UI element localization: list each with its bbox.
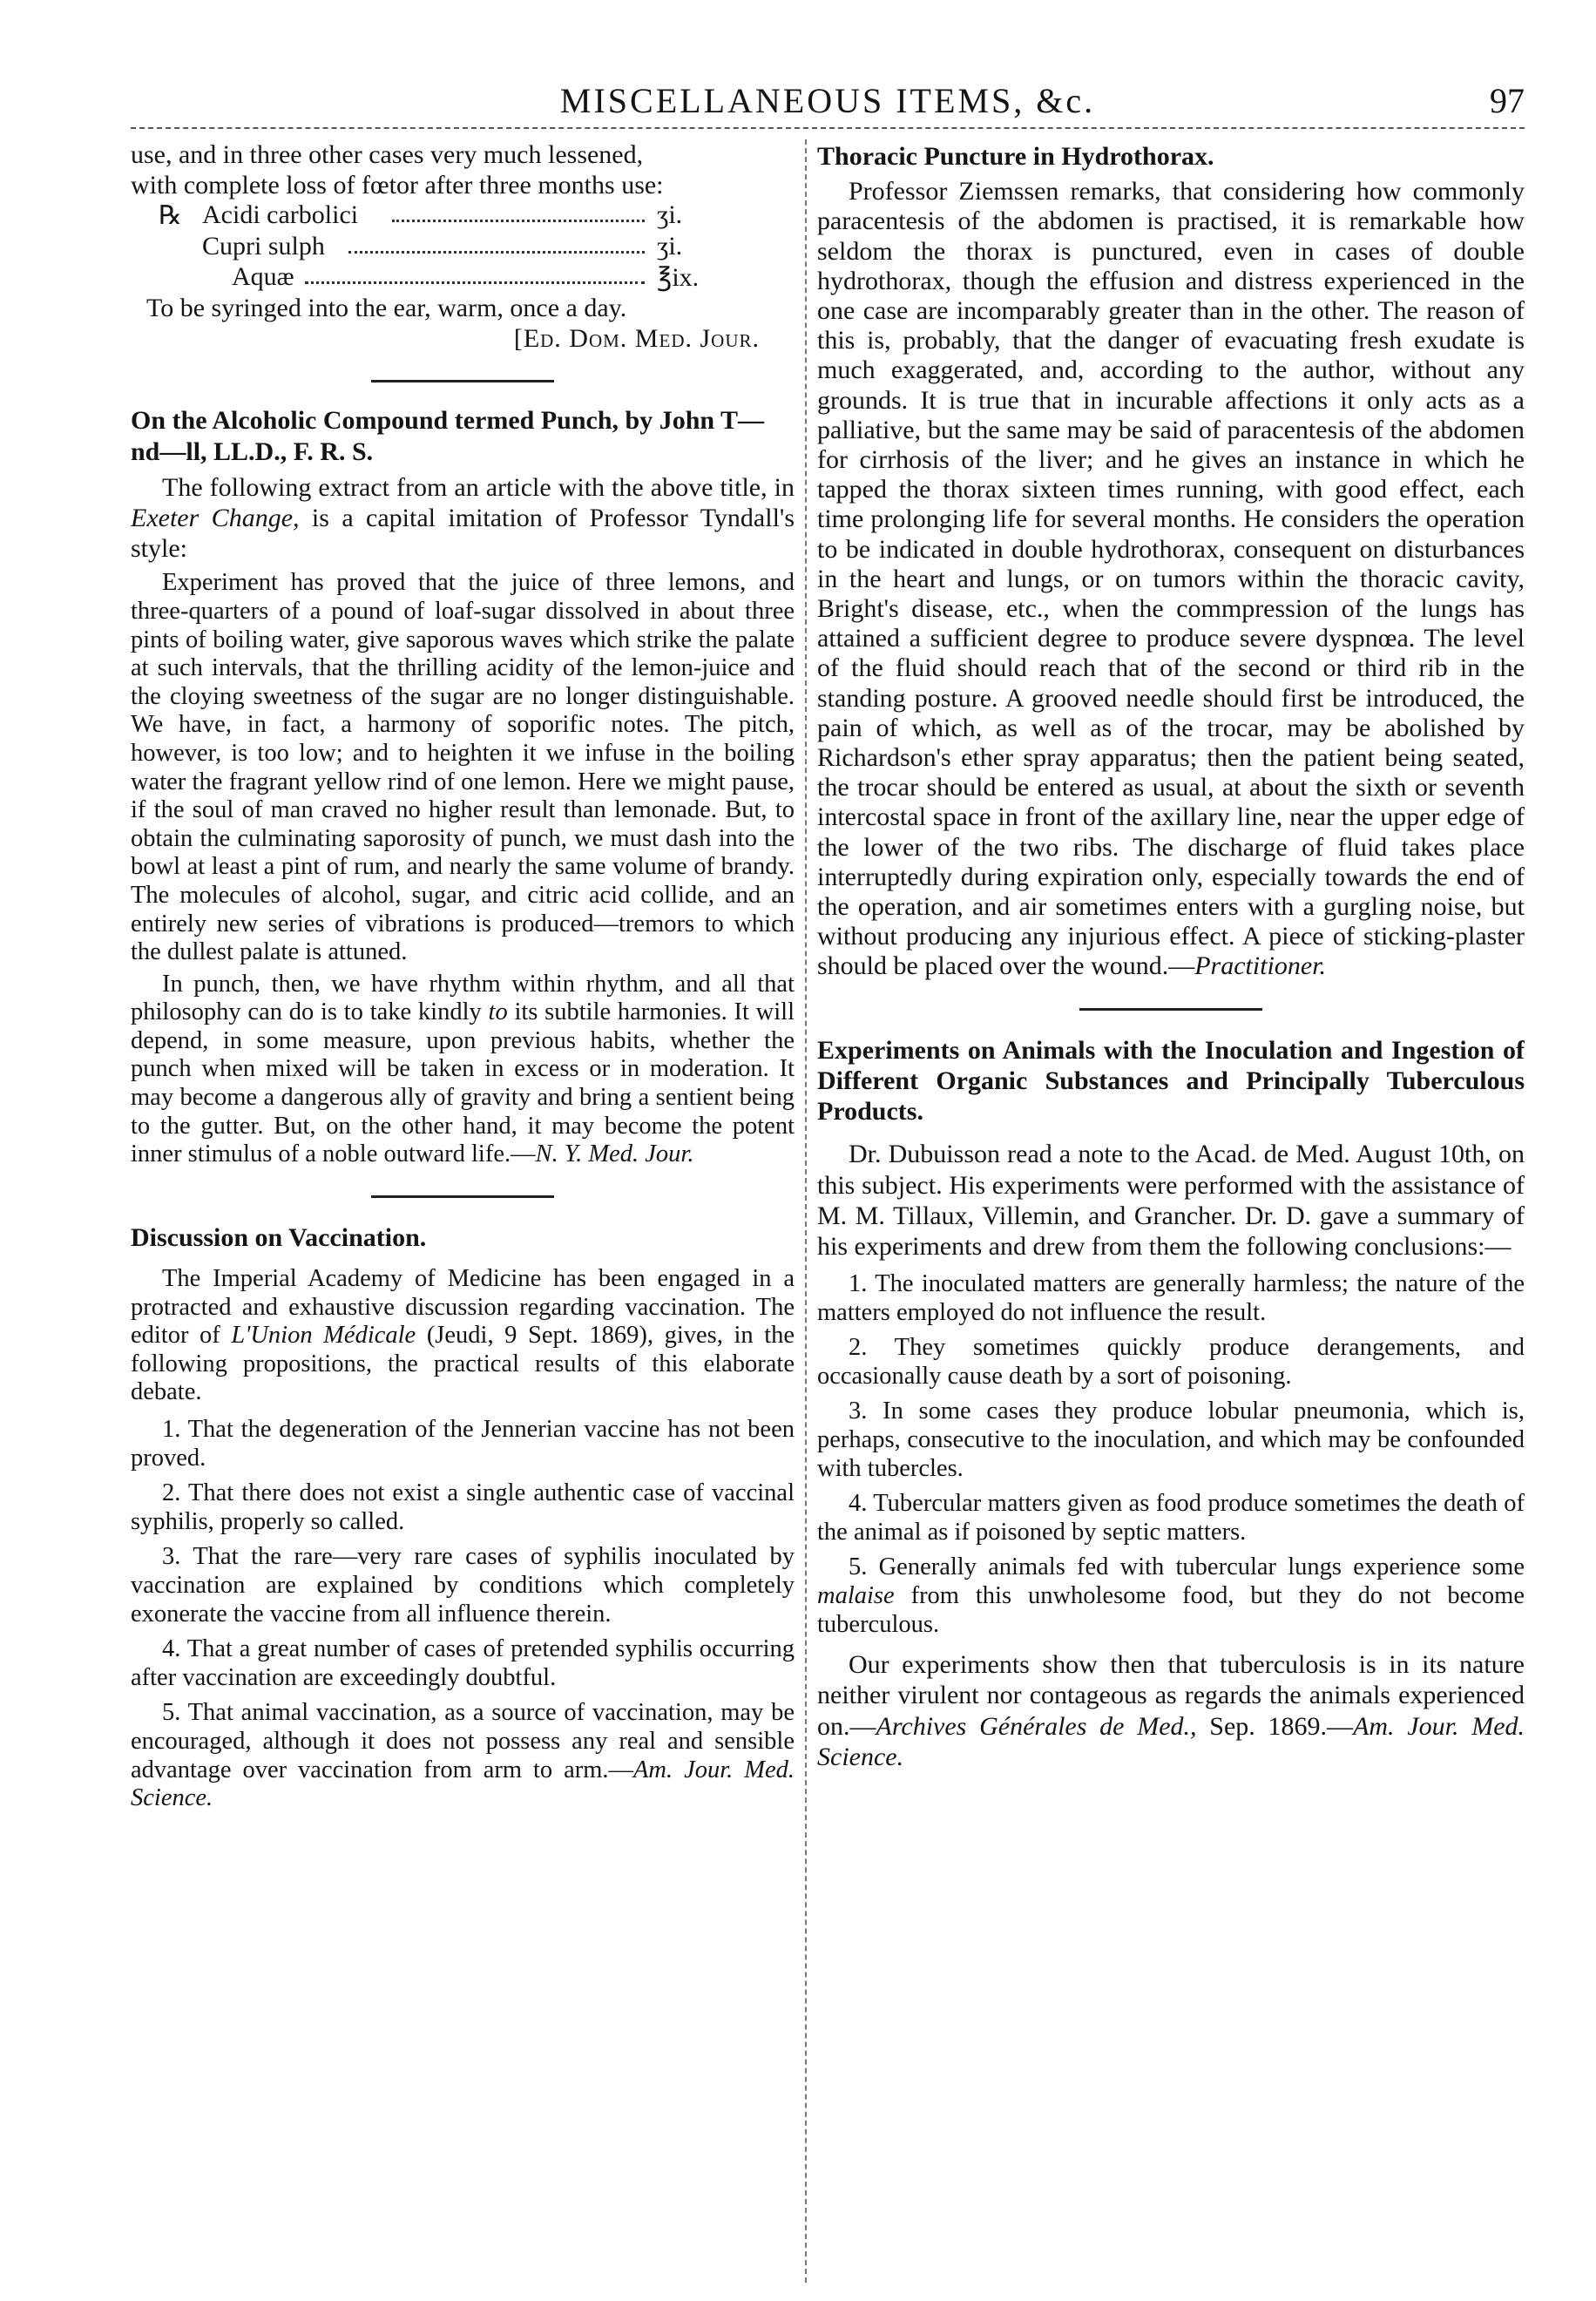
italic-word: to bbox=[488, 998, 508, 1026]
continued-text-line: use, and in three other cases very much lessened, bbox=[131, 140, 644, 169]
punch-article bbox=[131, 405, 795, 1168]
experiments-article bbox=[817, 1035, 1525, 1772]
source-citation: N. Y. Med. Jour. bbox=[535, 1140, 694, 1168]
vaccination-article bbox=[131, 1222, 795, 1813]
recipe-symbol: ℞ bbox=[159, 201, 182, 231]
editor-signature: [Ed. Dom. Med. Jour. bbox=[513, 324, 760, 354]
drug-name: Acidi carbolici bbox=[202, 200, 359, 230]
article-heading: Experiments on Animals with the Inoculation and Ingestion of Different Organic Substances and Principally Tuberculous Products. bbox=[817, 1035, 1525, 1127]
source-citation: Am. Jour. Med. Science. bbox=[131, 1756, 795, 1812]
section-rule bbox=[371, 1195, 554, 1198]
dot-leader bbox=[305, 281, 645, 284]
italic-word: malaise bbox=[817, 1582, 895, 1610]
article-heading: On the Alcoholic Compound termed Punch, by John T—nd—ll, LL.D., F. R. S. bbox=[131, 406, 765, 466]
prescription bbox=[131, 200, 795, 293]
drug-name: Aquæ bbox=[232, 261, 294, 291]
source-title: L'Union Médicale bbox=[231, 1322, 416, 1350]
source-citation: Archives Générales de Med., bbox=[876, 1711, 1197, 1741]
numbered-item: 4. That a great number of cases of pretended syphilis occurring after vaccination are exceedingly doubtful. bbox=[131, 1635, 795, 1691]
numbered-item: 2. They sometimes quickly produce derangements, and occasionally cause death by a sort of poisoning. bbox=[817, 1334, 1525, 1390]
numbered-item: 1. That the degeneration of the Jennerian vaccine has not been proved. bbox=[131, 1416, 795, 1472]
article-heading: Discussion on Vaccination. bbox=[131, 1222, 427, 1252]
conclusion-text: Sep. 1869.— bbox=[1209, 1711, 1354, 1741]
drug-quantity: ʒi. bbox=[657, 231, 683, 261]
source-citation: Am. Jour. Med. Science. bbox=[817, 1711, 1525, 1771]
paragraph: Experiment has proved that the juice of three lemons, and three-quarters of a pound of loaf-sugar dissolved in about three pints of boiling water, give saporous waves which strike the palate at such intervals, that the thrilling acidity of the lemon-juice and the cloying sweetness of the sugar are no longer distinguishable. We have, in fact, a harmony of soporific notes. The pitch, however, is too low; and to heighten it we infuse in the boiling water the fragrant yellow rind of one lemon. Here we might pause, if the soul of man craved no higher result than lemonade. But, to obtain the culminating saporosity of punch, we must dash into the bowl at least a pint of rum, and nearly the same volume of brandy. The molecules of alcohol, sugar, and citric acid collide, and an entirely new series of vibrations is produced—tremors to which the dullest palate is attuned. bbox=[131, 569, 795, 966]
section-rule bbox=[1079, 1008, 1262, 1011]
numbered-item: 3. That the rare—very rare cases of syphilis inoculated by vaccination are explained by conditions which completely exonerate the vaccine from all influence therein. bbox=[131, 1543, 795, 1628]
article-intro bbox=[131, 472, 795, 565]
conclusion bbox=[817, 1649, 1525, 1772]
paragraph bbox=[131, 971, 795, 1169]
paragraph-text: its subtile harmonies. It will depend, in some measure, upon previous habits, whether the punch when mixed will be taken in excess or in moderation. It may become a dangerous ally of gravity and bring a sentient being to the gutter. But, on the other hand, it may become the potent inner stimulus of a noble outward life.— bbox=[131, 998, 795, 1168]
source-citation: Practitioner. bbox=[1194, 951, 1327, 981]
numbered-item: 2. That there does not exist a single authentic case of vaccinal syphilis, properly so called. bbox=[131, 1479, 795, 1535]
article-heading: Thoracic Puncture in Hydrothorax. bbox=[817, 142, 1214, 171]
drug-quantity: ʒi. bbox=[657, 200, 683, 230]
item-text: 5. That animal vaccination, as a source of vaccination, may be encouraged, although it does not possess any real and sensible advantage over vaccination from arm to arm.— bbox=[131, 1699, 795, 1783]
intro-text: (Jeudi, 9 Sept. 1869), gives, in the following propositions, the practical results of this elaborate debate. bbox=[131, 1322, 795, 1406]
right-column bbox=[817, 139, 1525, 2283]
paragraph-text: In punch, then, we have rhythm within rhythm, and all that philosophy can do is to take kindly bbox=[131, 970, 795, 1026]
continued-text-line: with complete loss of fœtor after three months use: bbox=[131, 171, 664, 200]
prescription-line bbox=[131, 232, 795, 262]
running-head bbox=[131, 80, 1525, 132]
item-text: 5. Generally animals fed with tubercular lungs experience some bbox=[849, 1553, 1525, 1581]
paragraph-text: Professor Ziemssen remarks, that considering how commonly paracentesis of the abdomen is practised, it is remarkable how seldom the thorax is punctured, even in cases of double hydrothorax, though the effusion and distress experienced in the one case are incomparably greater than in the other. The reason of this is, probably, that the danger of evacuating fresh exudate is much exaggerated, and, according to the author, without any grounds. It is true that in incurable affections it only acts as a palliative, but the same may be said of paracentesis of the abdomen for cirrhosis of the liver; and he gives an instance in which he tapped the thorax sixteen times running, with good effect, each time prolonging life for several months. He considers the operation to be indicated in double hydrothorax, consequent on disturbances in the heart and lungs, or on tumors within the thoracic cavity, Bright's disease, etc., when the commpression of the lungs has attained a sufficient degree to produce severe dyspnœa. The level of the fluid should reach that of the second or third rib in the standing posture. A grooved needle should first be introduced, the pain of which, as well as of the trocar, may be abolished by Richardson's ether spray apparatus; then the patient being seated, the trocar should be entered as usual, at about the sixth or seventh intercostal space in front of the axillary line, near the upper edge of the lower of the two ribs. The discharge of fluid takes place interruptedly during expiration only, especially towards the end of the operation, and air sometimes enters with a gurgling noise, but without producing any injurious effect. A piece of sticking-plaster should be placed over the wound.— bbox=[817, 177, 1525, 981]
drug-name: Cupri sulph bbox=[202, 231, 325, 261]
prescription-line bbox=[131, 262, 795, 293]
section-rule bbox=[371, 380, 554, 382]
numbered-item bbox=[131, 1699, 795, 1812]
source-title: Exeter Change, bbox=[131, 503, 300, 532]
numbered-item bbox=[817, 1553, 1525, 1639]
intro-text-end: is a capital imitation of Professor Tyndall's style: bbox=[131, 503, 795, 564]
conclusion-text: Our experiments show then that tuberculosis is in its nature neither virulent nor contageous as regards the animals experienced on.— bbox=[817, 1650, 1525, 1741]
article-intro: Dr. Dubuisson read a note to the Acad. de Med. August 10th, on this subject. His experiments were performed with the assistance of M. M. Tillaux, Villemin, and Grancher. Dr. D. gave a summary of his experiments and drew from them the following conclusions:— bbox=[817, 1140, 1525, 1261]
drug-quantity: ℥ix. bbox=[657, 262, 700, 292]
paragraph bbox=[817, 177, 1525, 981]
dot-leader bbox=[348, 251, 645, 254]
directions: To be syringed into the ear, warm, once a day. bbox=[146, 293, 627, 322]
thoracic-article bbox=[817, 141, 1525, 982]
page-number: 97 bbox=[1490, 81, 1525, 120]
item-text: from this unwholesome food, but they do not become tuberculous. bbox=[817, 1582, 1525, 1638]
running-title: MISCELLANEOUS ITEMS, &c. bbox=[559, 81, 1096, 120]
numbered-item: 4. Tubercular matters given as food produce sometimes the death of the animal as if poisoned by septic matters. bbox=[817, 1490, 1525, 1546]
prescription-line bbox=[131, 200, 795, 231]
header-rule bbox=[131, 127, 1525, 129]
intro-text: The Imperial Academy of Medicine has been engaged in a protracted and exhaustive discussion regarding vaccination. The editor of bbox=[131, 1265, 795, 1350]
left-column bbox=[131, 139, 795, 2283]
intro-text: The following extract from an article with the above title, in bbox=[162, 472, 795, 502]
article-intro bbox=[131, 1265, 795, 1407]
dot-leader bbox=[392, 220, 645, 222]
numbered-item: 3. In some cases they produce lobular pneumonia, which is, perhaps, consecutive to the inoculation, and which may be confounded with tubercles. bbox=[817, 1398, 1525, 1482]
column-divider bbox=[805, 139, 807, 2283]
numbered-item: 1. The inoculated matters are generally harmless; the nature of the matters employed do not influence the result. bbox=[817, 1270, 1525, 1326]
